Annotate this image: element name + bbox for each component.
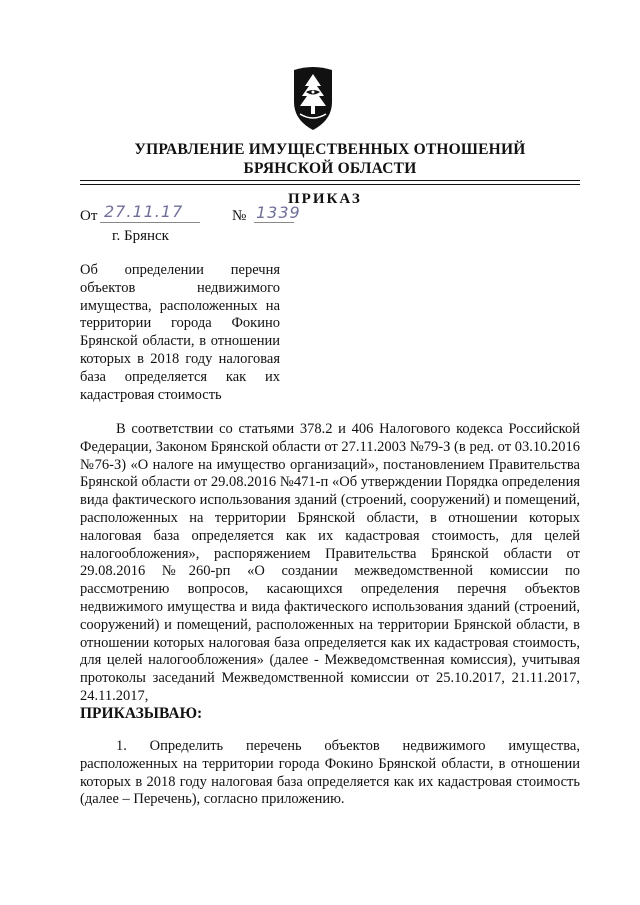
coat-of-arms-emblem: [288, 64, 338, 134]
date-label: От: [80, 208, 98, 224]
number-underline: [254, 222, 294, 223]
document-type-title: ПРИКАЗ: [288, 191, 362, 207]
header-divider-thin: [80, 184, 580, 185]
order-subject: Об определении перечня объектов недвижимого имущества, расположенных на территории города Фокино Брянской области, в отношении которых в 2018 году налоговая база определяется как их кадастровая стоимость: [80, 262, 280, 403]
organization-name-line1: УПРАВЛЕНИЕ ИМУЩЕСТВЕННЫХ ОТНОШЕНИЙ: [134, 141, 526, 158]
number-label: №: [232, 208, 247, 224]
date-underline: [100, 222, 200, 223]
header-divider-thick: [80, 180, 580, 181]
organization-name-line2: БРЯНСКОЙ ОБЛАСТИ: [243, 160, 417, 177]
order-heading: ПРИКАЗЫВАЮ:: [80, 705, 203, 722]
handwritten-date: 27.11.17: [104, 202, 184, 221]
city-label: г. Брянск: [112, 228, 169, 244]
preamble-paragraph: В соответствии со статьями 378.2 и 406 Налогового кодекса Российской Федерации, Законом Брянской области от 27.11.2003 №79-З (в ред. от 03.10.2016 №76-З) «О налоге на имущество организаций», постановлением Правительства Брянской области от 29.08.2016 №471-п «Об утверждении Порядка определения вида фактического использования зданий (строений, сооружений) и помещений, расположенных на территории Брянской области, в отношении которых налоговая база определяется как их кадастровая стоимость, для целей налогообложения», распоряжением Правительства Брянской области от 29.08.2016 №260-рп «О создании межведомственной комиссии по рассмотрению вопросов, касающихся определения перечня объектов недвижимого имущества и вида фактического использования зданий (строений, сооружений) и помещений, расположенных на территории Брянской области, в отношении которых налоговая база определяется как их кадастровая стоимость, для целей налогообложения» (далее - Межведомственная комиссия), учитывая протоколы заседаний Межведомственной комиссии от 25.10.2017, 21.11.2017, 24.11.2017,: [80, 421, 580, 704]
order-item-1: 1. Определить перечень объектов недвижимого имущества, расположенных на территории города Фокино Брянской области, в отношении которых в 2018 году налоговая база определяется как их кадастровая стоимость (далее – Перечень), согласно приложению.: [80, 738, 580, 808]
organization-name: [80, 140, 580, 178]
handwritten-number: 1339: [256, 203, 301, 222]
